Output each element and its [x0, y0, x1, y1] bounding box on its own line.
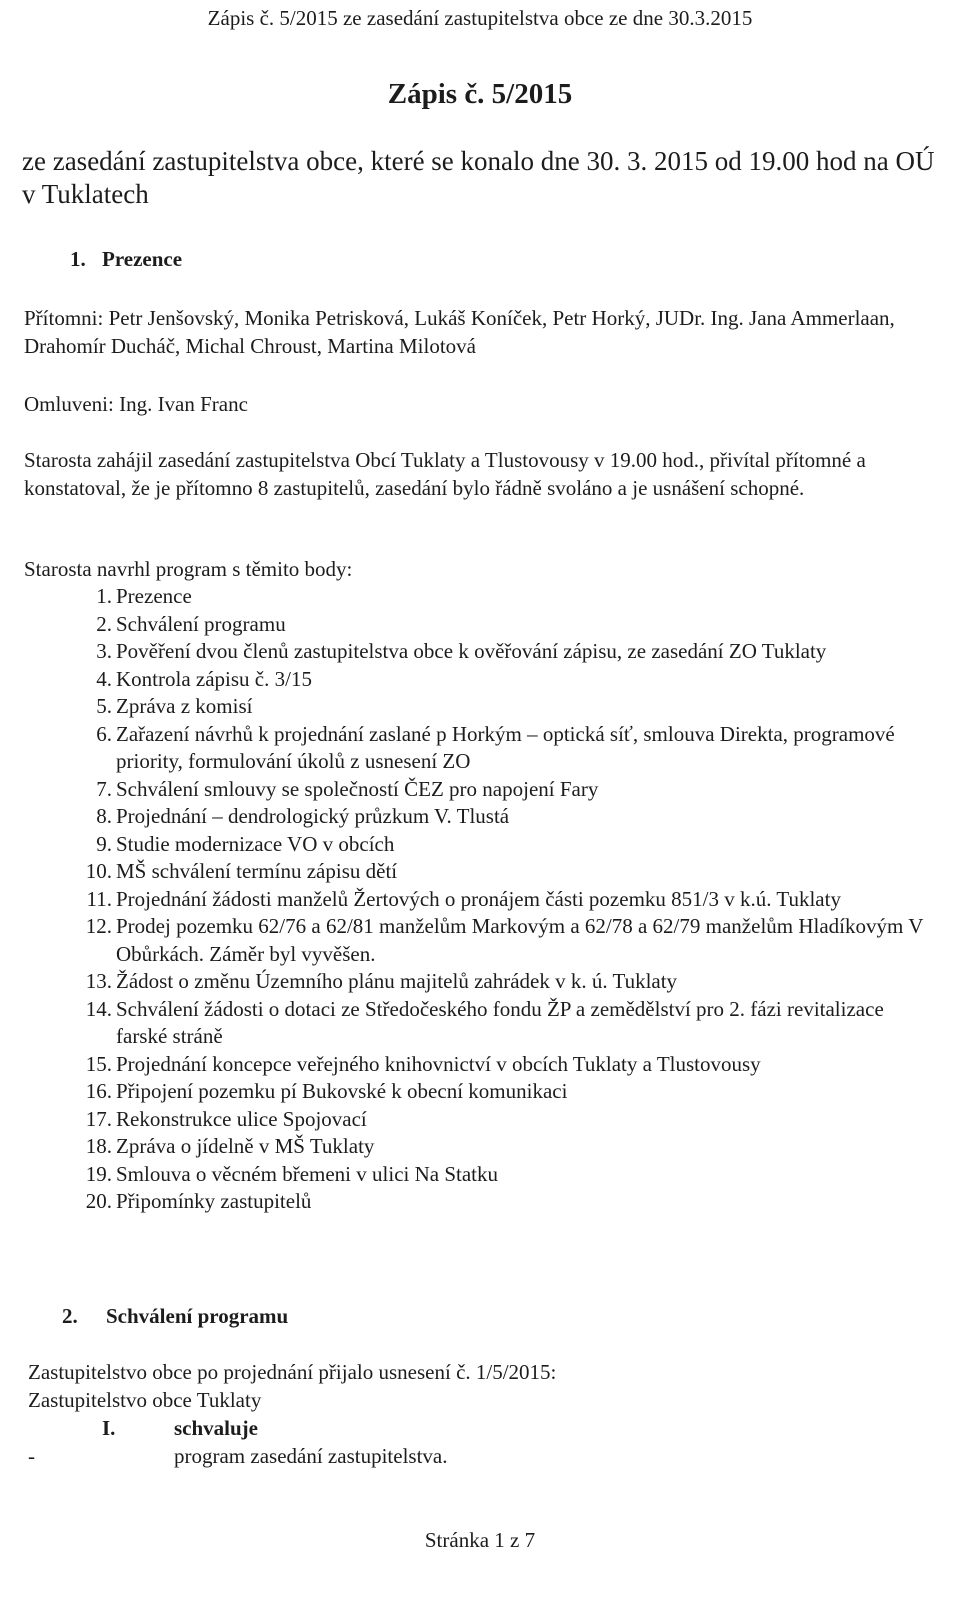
agenda-item-text: Projednání žádosti manželů Žertových o pronájem části pozemku 851/3 v k.ú. Tuklaty: [116, 886, 841, 911]
agenda-item: [70, 913, 940, 968]
section-1-heading: [70, 247, 182, 272]
agenda-item: [70, 1106, 940, 1134]
agenda-item: [70, 886, 940, 914]
agenda-item-text: Kontrola zápisu č. 3/15: [116, 666, 312, 691]
resolution-roman-numeral: I.: [102, 1416, 116, 1440]
agenda-item-text: Smlouva o věcném břemeni v ulici Na Statku: [116, 1161, 498, 1186]
resolution-item-text: program zasedání zastupitelstva.: [174, 1444, 448, 1468]
agenda-item: [70, 583, 940, 611]
resolution-block: [28, 1358, 928, 1470]
agenda-item-text: Zařazení návrhů k projednání zaslané p Horkým – optická síť, smlouva Direkta, programové priority, formulování úkolů z usnesení ZO: [116, 721, 895, 773]
agenda-item-number: 18.: [85, 1134, 112, 1158]
agenda-item-number: 14.: [85, 996, 112, 1021]
agenda-item-number: 13.: [85, 969, 112, 993]
attendance-present: Přítomni: Petr Jenšovský, Monika Petrisková, Lukáš Koníček, Petr Horký, JUDr. Ing. Jana Ammerlaan, Drahomír Ducháč, Michal Chroust, Martina Milotová: [24, 306, 895, 358]
section-2-title: Schválení programu: [106, 1304, 289, 1328]
section-1-number: 1.: [70, 247, 86, 271]
agenda-item-text: Zpráva o jídelně v MŠ Tuklaty: [116, 1134, 375, 1158]
agenda-item-number: 20.: [85, 1189, 112, 1213]
agenda-item: [70, 1051, 940, 1079]
agenda-item: [70, 996, 940, 1051]
agenda-item-number: 6.: [96, 721, 112, 746]
agenda-item: [70, 611, 940, 639]
agenda-item-text: Schválení žádosti o dotaci ze Středočeského fondu ŽP a zemědělství pro 2. fázi revitalizace farské stráně: [116, 996, 884, 1048]
agenda-item: [70, 1161, 940, 1189]
agenda-item-text: Projednání – dendrologický průzkum V. Tlustá: [116, 804, 510, 828]
page-footer: Stránka 1 z 7: [424, 1528, 536, 1552]
document-title: Zápis č. 5/2015: [387, 78, 573, 110]
agenda-item-text: Připomínky zastupitelů: [116, 1189, 312, 1213]
agenda-item-number: 12.: [85, 914, 112, 938]
opening-paragraph: Starosta zahájil zasedání zastupitelstva Obcí Tuklaty a Tlustovousy v 19.00 hod., přivítal přítomné a konstatoval, že je přítomno 8 zastupitelů, zasedání bylo řádně svoláno a je usnášení schopné.: [24, 448, 866, 500]
agenda-item-text: Zpráva z komisí: [116, 694, 253, 718]
document-subtitle: ze zasedání zastupitelstva obce, které se konalo dne 30. 3. 2015 od 19.00 hod na OÚ v Tuklatech: [22, 146, 935, 209]
agenda-item-text: Žádost o změnu Územního plánu majitelů zahrádek v k. ú. Tuklaty: [116, 969, 678, 993]
agenda-item-number: 9.: [96, 831, 112, 856]
agenda-item: [70, 858, 940, 886]
section-2-heading: [62, 1304, 288, 1329]
agenda-item: [70, 776, 940, 804]
agenda-item-number: 8.: [96, 804, 112, 828]
agenda-item-number: 15.: [85, 1051, 112, 1076]
agenda-item: [70, 666, 940, 694]
agenda-item-text: Připojení pozemku pí Bukovské k obecní komunikaci: [116, 1079, 568, 1103]
agenda-item-text: Pověření dvou členů zastupitelstva obce k ověřování zápisu, ze zasedání ZO Tuklaty: [116, 639, 827, 663]
agenda-item: [70, 721, 940, 776]
agenda-item-number: 16.: [85, 1079, 112, 1103]
resolution-intro: Zastupitelstvo obce po projednání přijalo usnesení č. 1/5/2015:: [28, 1360, 557, 1384]
agenda-item: [70, 1078, 940, 1106]
agenda-item-text: Prezence: [116, 584, 192, 608]
agenda-item: [70, 968, 940, 996]
agenda-item-number: 19.: [85, 1161, 112, 1186]
agenda-item-number: 17.: [85, 1106, 112, 1131]
agenda-item: [70, 693, 940, 721]
agenda-list: [70, 583, 940, 1216]
agenda-item: [70, 638, 940, 666]
resolution-body: Zastupitelstvo obce Tuklaty: [28, 1388, 262, 1412]
agenda-item-number: 7.: [96, 776, 112, 801]
attendance-excused: Omluveni: Ing. Ivan Franc: [24, 392, 248, 416]
agenda-item-text: Prodej pozemku 62/76 a 62/81 manželům Markovým a 62/78 a 62/79 manželům Hladíkovým V Obůrkách. Záměr byl vyvěšen.: [116, 914, 924, 966]
resolution-dash: -: [28, 1444, 35, 1468]
agenda-item-text: MŠ schválení termínu zápisu dětí: [116, 859, 398, 883]
agenda-item-number: 5.: [96, 694, 112, 718]
resolution-verb: schvaluje: [174, 1416, 258, 1440]
agenda-item-text: Projednání koncepce veřejného knihovnictví v obcích Tuklaty a Tlustovousy: [116, 1051, 761, 1076]
agenda-item: [70, 803, 940, 831]
agenda-intro: Starosta navrhl program s těmito body:: [24, 557, 353, 581]
section-1-title: Prezence: [102, 247, 183, 271]
agenda-item: [70, 831, 940, 859]
agenda-item-number: 1.: [96, 584, 112, 608]
agenda-item-number: 3.: [96, 639, 112, 663]
resolution-article: [28, 1414, 928, 1442]
agenda-item: [70, 1133, 940, 1161]
agenda-item-number: 11.: [86, 886, 112, 911]
agenda-item-text: Schválení smlouvy se společností ČEZ pro napojení Fary: [116, 776, 599, 801]
agenda-item: [70, 1188, 940, 1216]
agenda-item-text: Rekonstrukce ulice Spojovací: [116, 1106, 367, 1131]
agenda-item-text: Studie modernizace VO v obcích: [116, 831, 395, 856]
agenda-item-number: 10.: [85, 859, 112, 883]
agenda-item-text: Schválení programu: [116, 611, 286, 636]
section-2-number: 2.: [62, 1304, 78, 1328]
agenda-item-number: 4.: [96, 666, 112, 691]
agenda-item-number: 2.: [96, 611, 112, 636]
running-header: Zápis č. 5/2015 ze zasedání zastupitelstva obce ze dne 30.3.2015: [207, 6, 753, 30]
resolution-item: [28, 1442, 928, 1470]
